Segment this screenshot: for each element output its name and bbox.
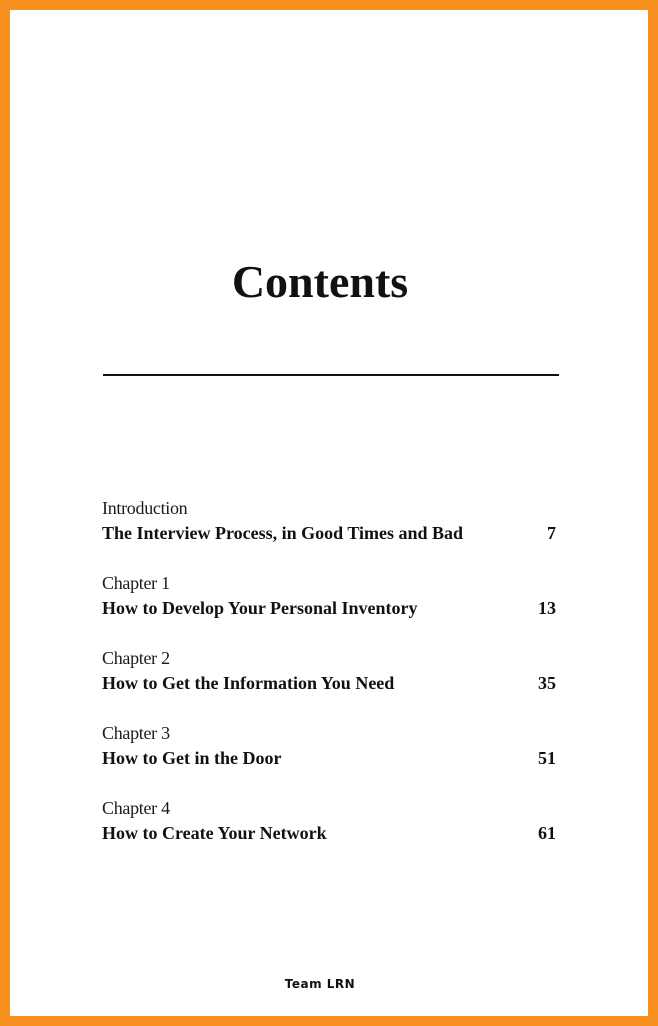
toc-entry-title: How to Get in the Door: [102, 748, 282, 768]
toc-entry-page-number: 7: [547, 523, 556, 543]
toc-entry-label: Chapter 4: [102, 798, 170, 818]
toc-entry-label: Chapter 3: [102, 723, 170, 743]
page-title: Contents: [231, 256, 409, 307]
toc-entry-chapter-2: [102, 646, 562, 721]
toc-entry-title: How to Develop Your Personal Inventory: [102, 598, 418, 618]
toc-entry-page-number: 61: [538, 823, 556, 843]
toc-entry-chapter-3: [102, 721, 562, 796]
toc-entry-chapter-1: [102, 571, 562, 646]
toc-entry-page-number: 13: [538, 598, 556, 618]
table-of-contents: [102, 496, 562, 871]
toc-entry-label: Chapter 2: [102, 648, 170, 668]
toc-entry-page-number: 51: [538, 748, 556, 768]
toc-entry-chapter-4: [102, 796, 562, 871]
footer-watermark: Team LRN: [284, 977, 356, 991]
toc-entry-introduction: [102, 496, 562, 571]
toc-entry-label: Introduction: [102, 498, 188, 518]
toc-entry-title: How to Get the Information You Need: [102, 673, 395, 693]
toc-entry-title: The Interview Process, in Good Times and Bad: [102, 523, 464, 543]
toc-entry-label: Chapter 1: [102, 573, 170, 593]
title-divider: [103, 374, 559, 376]
toc-entry-page-number: 35: [538, 673, 556, 693]
toc-entry-title: How to Create Your Network: [102, 823, 327, 843]
